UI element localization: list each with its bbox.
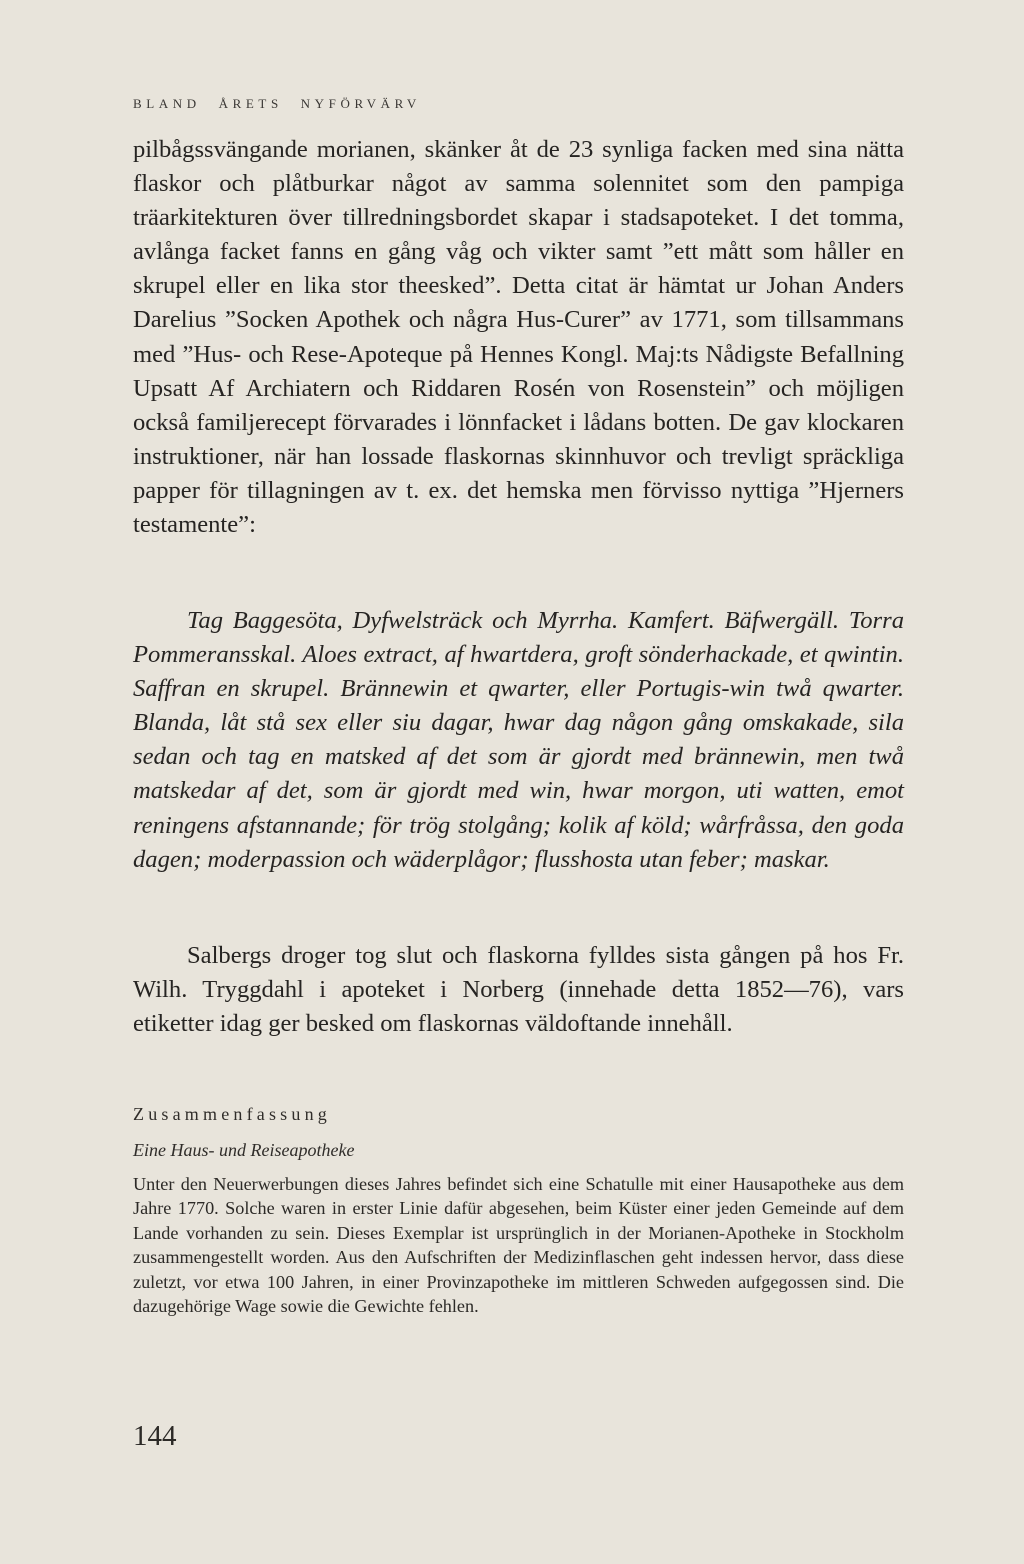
- summary-text: Unter den Neuerwerbungen dieses Jahres befindet sich eine Schatulle mit einer Hausapotheke aus dem Jahre 1770. Solche waren in erster Linie dafür abgesehen, beim Küster einer jeden Gemeinde auf dem Lande vorhanden zu sein. Dieses Exemplar ist ursprünglich in der Morianen-Apotheke in Stockholm zusammengestellt worden. Aus den Aufschriften der Medizinflaschen geht indessen hervor, dass diese zuletzt, vor etwa 100 Jahren, in einer Provinzapotheke im mittleren Schweden aufgegossen sind. Die dazugehörige Wage sowie die Gewichte fehlen.: [133, 1174, 904, 1317]
- summary-heading: Zusammenfassung: [133, 1104, 331, 1124]
- summary-subtitle: Eine Haus- und Reiseapotheke: [133, 1140, 355, 1160]
- body-paragraph: pilbågssvängande morianen, skänker åt de 23 synliga facken med sina nätta flaskor och plåtburkar något av samma solennitet som den pampiga träarkitekturen över tillredningsbordet skapar i stadsapoteket. I det tomma, avlånga facket fanns en gång våg och vikter samt ”ett mått som håller en skrupel eller en lika stor theesked”. Detta citat är hämtat ur Johan Anders Darelius ”Socken Apothek och några Hus-Curer” av 1771, som tillsammans med ”Hus- och Rese-Apoteque på Hennes Kongl. Maj:ts Nådigste Befallning Upsatt Af Archiatern och Riddaren Rosén von Rosenstein” och möjligen också familjerecept förvarades i lönnfacket i lådans botten. De gav klockaren instruktioner, när han lossade flaskornas skinnhuvor och trevligt spräckliga papper för tillagningen av t. ex. det hemska men förvisso nyttiga ”Hjerners testamente”:: [133, 136, 904, 539]
- main-text-block: [133, 133, 904, 542]
- page-number: 144: [133, 1420, 177, 1452]
- closing-paragraph: Salbergs droger tog slut och flaskorna fylldes sista gången på hos Fr. Wilh. Tryggdahl i apoteket i Norberg (innehade detta 1852—76), vars etiketter idag ger besked om flaskornas väldoftande innehåll.: [133, 942, 904, 1038]
- running-head: BLAND ÅRETS NYFÖRVÄRV: [133, 96, 421, 111]
- recipe-quote: Tag Baggesöta, Dyfwelsträck och Myrrha. Kamfert. Bäfwergäll. Torra Pommeransskal. Aloes extract, af hwartdera, groft sönderhackade, et qwintin. Saffran en skrupel. Brännewin et qwarter, eller Portugis-win twå qwarter. Blanda, låt stå sex eller siu dagar, hwar dag någon gång omskakade, sila sedan och tag en matsked af det som är gjordt med brännewin, men twå matskedar af det, som är gjordt med win, hwar morgon, uti watten, emot reningens afstannande; för trög stolgång; kolik af köld; wårfråssa, den goda dagen; moderpassion och wäderplågor; flusshosta utan feber; maskar.: [133, 607, 904, 873]
